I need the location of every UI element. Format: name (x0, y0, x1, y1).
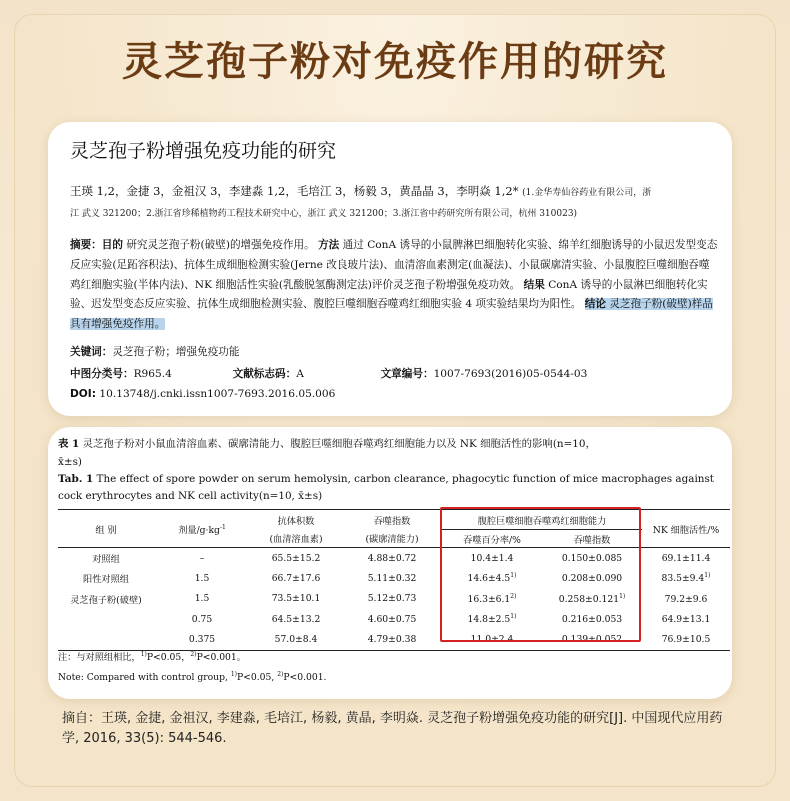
cell-nk (642, 548, 730, 569)
header-dose (154, 510, 250, 548)
cell-pct-value: 11.0±2.4 (470, 634, 514, 646)
note-cn-sup-1: 1) (140, 651, 147, 658)
cell-nk (642, 630, 730, 651)
header-group: 组 别 (58, 510, 154, 548)
note-en-b: P<0.001. (283, 672, 327, 684)
header-antibody-sub: (血清溶血素) (269, 534, 323, 546)
note-en-sup-1: 1) (230, 671, 237, 679)
cell-nk-value: 64.9±13.1 (661, 614, 711, 626)
affiliation-inline: (1.金华寿仙谷药业有限公司，浙 (522, 188, 652, 198)
header-dose-sup: -1 (219, 523, 226, 531)
method-text: 通过 ConA 诱导的小鼠脾淋巴细胞转化实验、绵羊红细胞诱导的小鼠迟发型变态反应实验(足跖容积法)、抗体生成细胞检测实验(Jerne 改良玻片法)、血清溶血素测定(血凝法)、小鼠碳廓清实验、小鼠腹腔巨噬细胞吞噬鸡红细胞实验(半体内法)、NK 细胞活性实验(乳酸脱氢酶测定法)评价灵芝孢子粉增强免疫功效。 (70, 239, 718, 291)
result-label: 结果 (523, 278, 545, 291)
cell-dose: 0.375 (188, 634, 216, 645)
cell-nk-value: 79.2±9.6 (664, 593, 708, 605)
cell-dose: 0.75 (191, 613, 213, 625)
header-macro-idx: 吞噬指数 (573, 534, 611, 546)
header-nk: NK 细胞活性/% (642, 510, 730, 548)
cell-phago: 4.60±0.75 (367, 613, 417, 625)
header-phago-index-sub: (碳廓清能力) (365, 534, 419, 546)
cell-antibody: 57.0±8.4 (274, 634, 318, 645)
doi-row (70, 388, 335, 400)
note-en-sup-2: 2) (277, 671, 284, 679)
keywords-row (70, 344, 240, 359)
cell-nk-value: 83.5±9.4 (661, 573, 705, 585)
cell-nk-sup: 1) (704, 572, 711, 580)
cell-antibody: 66.7±17.6 (271, 572, 321, 584)
note-cn: 注：与对照组相比， (58, 652, 141, 664)
cell-idx-value: 0.139±0.052 (561, 634, 623, 646)
doi-value: 10.13748/j.cnki.issn1007-7693.2016.05.006 (99, 388, 336, 400)
abstract-label: 摘要： (70, 239, 102, 251)
cell-antibody: 65.5±15.2 (271, 552, 321, 564)
header-macrophage: 腹腔巨噬细胞吞噬鸡红细胞能力 (442, 510, 642, 530)
doi-label: DOI: (70, 388, 96, 400)
keywords-value: 灵芝孢子粉；增强免疫功能 (112, 346, 240, 358)
note-cn-a: P<0.05， (146, 652, 191, 664)
highlight-box (440, 507, 641, 642)
result-text: ConA 诱导的小鼠淋巴细胞转化实验、迟发型变态反应实验、抗体生成细胞检测实验、腹腔巨噬细胞吞噬鸡红细胞实验 4 项实验结果均为阳性。 (70, 278, 708, 311)
cell-pct-value: 14.6±4.5 (467, 573, 511, 585)
objective-label: 目的 (101, 239, 123, 251)
affiliation-line: 江 武义 321200；2.浙江省珍稀植物药工程技术研究中心，浙江 武义 321200；3.浙江省中药研究所有限公司，杭州 310023) (70, 209, 578, 219)
table-caption-en (58, 471, 732, 505)
cell-phago: 4.88±0.72 (367, 552, 417, 564)
header-phago-index: 吞噬指数 (373, 515, 411, 527)
cell-phago: 4.79±0.38 (367, 634, 417, 645)
cell-idx-value: 0.258±0.121 (558, 593, 620, 605)
page-title: 灵芝孢子粉对免疫作用的研究 (122, 39, 668, 85)
cell-nk-value: 69.1±11.4 (661, 553, 711, 565)
cell-group: 灵芝孢子粉(破壁) (70, 594, 142, 606)
header-dose-text: 剂量/g·kg (178, 524, 220, 536)
cell-antibody: 73.5±10.1 (271, 593, 321, 605)
cell-pct-sup: 1) (510, 613, 517, 621)
header-macro-pct: 吞噬百分率/% (463, 534, 521, 546)
cell-nk (642, 568, 730, 589)
note-cn-b: P<0.001。 (196, 652, 246, 664)
cell-antibody: 64.5±13.2 (271, 613, 321, 625)
table-caption-cn-label: 表 1 (58, 438, 80, 450)
cell-dose: 1.5 (194, 572, 210, 584)
clc-value: R965.4 (133, 368, 172, 380)
table-caption-cn-text: 灵芝孢子粉对小鼠血清溶血素、碳廓清能力、腹腔巨噬细胞吞噬鸡红细胞能力以及 NK 细胞活性的影响(n=10， (82, 438, 596, 450)
objective-text: 研究灵芝孢子粉(破壁)的增强免疫作用。 (126, 239, 315, 251)
cell-pct-sup: 2) (510, 592, 517, 600)
citation-text: 摘自：王瑛, 金捷, 金祖汉, 李建淼, 毛培江, 杨毅, 黄晶, 李明焱. 灵芝孢子粉增强免疫功能的研究[J]. 中国现代应用药学, 2016, 33(5): 544-546. (62, 711, 723, 746)
cell-pct-value: 10.4±1.4 (470, 553, 514, 565)
table-caption-cn (58, 435, 732, 471)
table-notes (58, 646, 326, 686)
table-caption-en-label: Tab. 1 (58, 473, 94, 485)
abstract-text (70, 236, 720, 335)
cell-idx-value: 0.216±0.053 (561, 614, 623, 626)
cell-idx-value: 0.150±0.085 (561, 553, 623, 565)
table-caption-cn-text-2: x̄±s) (58, 456, 82, 468)
cell-pct-sup: 1) (510, 572, 517, 580)
note-cn-sup-2: 2) (190, 651, 197, 658)
cell-group: 阳性对照组 (83, 574, 129, 586)
cell-dose: 1.5 (194, 593, 210, 605)
cell-idx-value: 0.208±0.090 (561, 573, 623, 585)
doc-code-label: 文献标志码： (232, 368, 297, 380)
cell-nk-value: 76.9±10.5 (661, 634, 711, 646)
data-table-card (48, 427, 732, 699)
cell-phago: 5.12±0.73 (367, 593, 417, 605)
paper-title: 灵芝孢子粉增强免疫功能的研究 (70, 140, 337, 162)
keywords-label: 关键词： (70, 346, 113, 358)
authors-block (70, 182, 720, 224)
cell-nk (642, 589, 730, 610)
authors-line: 王瑛 1,2，金捷 3，金祖汉 3，李建淼 1,2，毛培江 3，杨毅 3，黄晶晶 3，李明焱 1,2* (70, 184, 519, 198)
note-en: Note: Compared with control group, (58, 672, 228, 684)
cell-nk (642, 609, 730, 630)
cell-group: 对照组 (92, 554, 120, 565)
cell-phago: 5.11±0.32 (367, 572, 417, 584)
cell-dose: – (199, 552, 205, 564)
cell-pct-value: 14.8±2.5 (467, 614, 511, 626)
classification-row (70, 366, 720, 381)
cell-group (58, 609, 154, 630)
paper-abstract-card (48, 122, 732, 416)
cell-idx-sup: 1) (619, 592, 626, 600)
method-label: 方法 (318, 239, 340, 251)
cell-pct-value: 16.3±6.1 (467, 593, 511, 605)
clc-label: 中图分类号： (70, 368, 134, 380)
article-no-value: 1007-7693(2016)05-0544-03 (433, 368, 588, 380)
header-antibody: 抗体积数 (277, 515, 315, 527)
conclusion-text: 灵芝孢子粉(破壁)样品具有增强免疫作用。 (70, 298, 713, 331)
doc-code-value: A (296, 368, 304, 380)
note-en-a: P<0.05, (237, 672, 275, 684)
article-no-label: 文章编号： (380, 368, 434, 380)
conclusion-label: 结论 (584, 298, 606, 311)
table-caption-en-text: The effect of spore powder on serum hemolysin, carbon clearance, phagocytic function of mice macrophages against cock erythrocytes and NK cell activity(n=10, x̄±s) (58, 473, 714, 502)
